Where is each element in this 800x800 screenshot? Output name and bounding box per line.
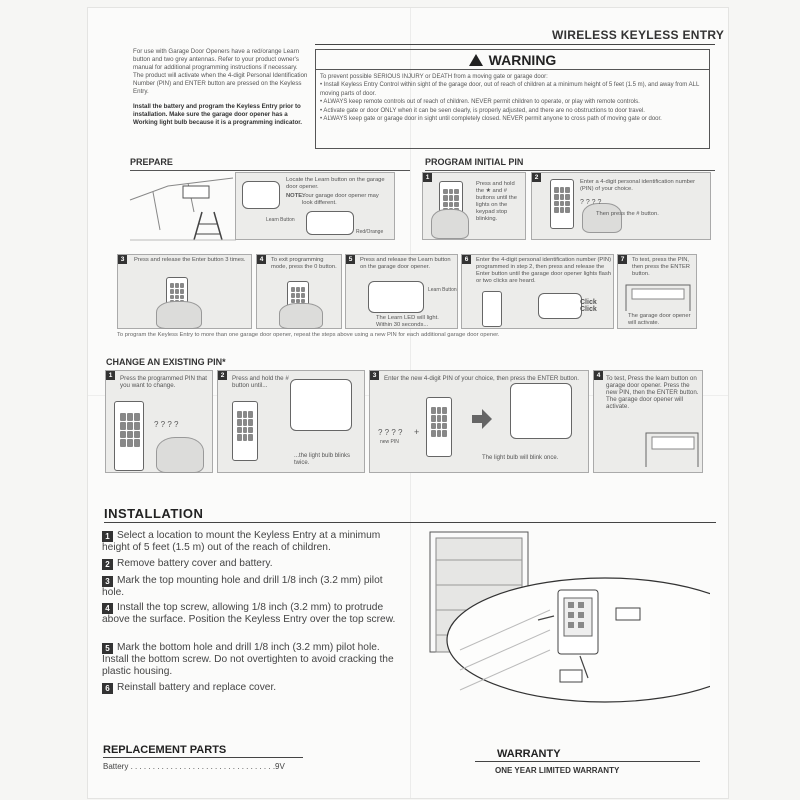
- step-text: To test, press the PIN, then press the ENTER button.: [632, 257, 690, 277]
- step-after-text: Then press the # button.: [596, 211, 659, 217]
- step-text: Press and release the Learn button on the garage door opener.: [360, 257, 451, 270]
- install-step-5: [102, 642, 397, 678]
- hand-icon: [582, 203, 622, 233]
- keypad-buttons: [120, 413, 140, 447]
- change-step-3-panel: [369, 370, 589, 473]
- step-result: The light bulb will blink once.: [482, 455, 559, 461]
- learn-button-label: Learn Button: [266, 217, 295, 223]
- step-number: 1: [102, 531, 113, 542]
- hand-icon: [156, 301, 202, 329]
- keypad-buttons: [237, 411, 253, 441]
- opener-icon: [242, 181, 280, 209]
- replacement-rule: [103, 757, 303, 758]
- program-rule: [425, 170, 715, 171]
- step-number: 7: [618, 255, 627, 264]
- hand-icon: [431, 209, 469, 239]
- keypad-buttons: [554, 187, 570, 213]
- step-number: 3: [370, 371, 379, 380]
- step-text: Press and hold the # button until...: [232, 375, 289, 389]
- program-step-1-panel: [422, 172, 526, 240]
- warning-item: • Activate gate or door ONLY when it can be seen clearly, is properly adjusted, and there are no obstructions to door travel.: [320, 107, 645, 114]
- intro-bold-text: Install the battery and program the Keyless Entry prior to installation. Make sure the garage door opener has a Working light bulb because it is a programming indicator.: [133, 103, 303, 126]
- step-text: Install the top screw, allowing 1/8 inch (3.2 mm) to protrude above the surface. Position the Keyless Entry over the top screw.: [102, 602, 396, 625]
- hand-icon: [279, 303, 323, 329]
- program-step-4-panel: [256, 254, 342, 329]
- step-number: 1: [423, 173, 432, 182]
- prepare-note-label: NOTE:: [286, 193, 305, 199]
- warranty-rule: [475, 761, 700, 762]
- opener-icon: [290, 379, 352, 431]
- step-number: 3: [102, 576, 113, 587]
- step-result: ...the light bulb blinks twice.: [294, 453, 351, 466]
- prepare-text: Locate the Learn button on the garage door opener.: [286, 177, 385, 190]
- step-text: Press the programmed PIN that you want to change.: [120, 375, 208, 389]
- garage-door-icon: [644, 429, 700, 469]
- intro-text: For use with Garage Door Openers have a red/orange Learn button and two grey antennas. Refer to your product owner's manual for additional programming instructions if necessary. The product will activate when the 4-digit Personal Identification Number (PIN) and ENTER button are pressed on the Keyless Entry.: [133, 48, 308, 95]
- garage-ladder-illustration: [128, 172, 238, 242]
- keypad-icon: [482, 291, 502, 327]
- change-step-2-panel: [217, 370, 365, 473]
- warning-box: [315, 49, 710, 149]
- program-step-3-panel: [117, 254, 252, 329]
- warranty-heading: WARRANTY: [497, 748, 561, 760]
- step-text: Enter the 4-digit personal identification number (PIN) programmed in step 2, then press and release the Enter button until the garage door opener lights flash or two clicks are heard.: [476, 257, 612, 284]
- step-number: 6: [462, 255, 471, 264]
- pin-placeholder: ? ? ? ?: [154, 420, 179, 429]
- installation-rule: [104, 522, 716, 523]
- step-text: Select a location to mount the Keyless Entry at a minimum height of 5 feet (1.5 m) out of the reach of children.: [102, 530, 381, 553]
- step-text: Press and release the Enter button 3 times.: [134, 257, 246, 263]
- install-step-2: [102, 558, 397, 570]
- step-number: 4: [257, 255, 266, 264]
- program-step-6-panel: [461, 254, 614, 329]
- prepare-panel: [235, 172, 395, 240]
- step-text: Mark the bottom hole and drill 1/8 inch (3.2 mm) pilot hole. Install the bottom screw. Do not overtighten to avoid cracking the plastic housing.: [102, 642, 394, 677]
- pin-label: new PIN: [380, 439, 399, 445]
- learn-led-text: The Learn LED will light. Within 30 seconds...: [376, 315, 439, 328]
- title-rule: [315, 44, 715, 45]
- installation-heading: INSTALLATION: [104, 506, 204, 521]
- step-number: 2: [218, 371, 227, 380]
- step-number: 3: [118, 255, 127, 264]
- install-step-1: [102, 530, 397, 554]
- step-text: Reinstall battery and replace cover.: [117, 682, 277, 693]
- step-number: 5: [102, 643, 113, 654]
- step-text: Enter the new 4-digit PIN of your choice, then press the ENTER button.: [384, 375, 580, 382]
- warning-item: • Install Keyless Entry Control within sight of the garage door, out of reach of children at a minimum height of 5 feet (1.5 m), and away from ALL moving parts of door.: [320, 82, 700, 97]
- opener-icon: [368, 281, 424, 313]
- step-number: 2: [102, 559, 113, 570]
- warning-item: • ALWAYS keep remote controls out of reach of children. NEVER permit children to operate, or play with remote controls.: [320, 99, 640, 106]
- change-step-1-panel: [105, 370, 213, 473]
- program-heading: PROGRAM INITIAL PIN: [425, 157, 524, 167]
- document-title: WIRELESS KEYLESS ENTRY: [552, 28, 725, 42]
- pin-placeholder: ? ? ? ?: [378, 428, 403, 437]
- prepare-rule: [130, 170, 410, 171]
- install-step-4: [102, 602, 397, 626]
- step-text: Remove battery cover and battery.: [117, 558, 273, 569]
- hand-icon: [156, 437, 204, 473]
- arrow-right-icon: [472, 409, 494, 429]
- change-step-4-panel: [593, 370, 703, 473]
- prepare-heading: PREPARE: [130, 157, 173, 167]
- plus-sign: +: [414, 427, 420, 437]
- step-text: To test, Press the learn button on garage door opener. Press the new PIN, then the ENTER button. The garage door opener will activate.: [606, 375, 699, 410]
- led-label: Red/Orange: [356, 229, 384, 235]
- prepare-note: Your garage door opener may look different.: [302, 193, 379, 206]
- program-step-2-panel: [531, 172, 711, 240]
- replacement-battery-line: Battery . . . . . . . . . . . . . . . . . . . . . . . . . . . . . . . . .9V: [103, 762, 285, 771]
- installation-illustration: [420, 530, 710, 710]
- opener-icon: [510, 383, 572, 439]
- step-number: 4: [594, 371, 603, 380]
- step-number: 1: [106, 371, 115, 380]
- warning-header: [316, 50, 709, 70]
- program-step-5-panel: [345, 254, 458, 329]
- warning-item: • ALWAYS keep gate or garage door in sight until completely closed. NEVER permit anyone to cross path of moving gate or door.: [320, 116, 662, 123]
- program-footnote: To program the Keyless Entry to more than one garage door opener, repeat the steps above using a new PIN for each additional garage door opener.: [117, 332, 500, 338]
- step-text: Enter a 4-digit personal identification number (PIN) of your choice.: [580, 179, 696, 192]
- step-result: The garage door opener will activate.: [628, 313, 691, 326]
- warranty-subtitle: ONE YEAR LIMITED WARRANTY: [495, 766, 620, 775]
- pin-placeholder: ? ? ? ?: [580, 199, 602, 206]
- keypad-buttons: [431, 407, 447, 437]
- warning-list: [320, 73, 705, 123]
- step-number: 6: [102, 683, 113, 694]
- garage-door-icon: [624, 281, 692, 313]
- step-text: To exit programming mode, press the 0 button.: [271, 257, 337, 270]
- click-label: Click Click: [580, 299, 597, 313]
- opener-icon: [538, 293, 582, 319]
- step-text: Press and hold the ★ and # buttons until the lights on the keypad stop blinking.: [476, 181, 517, 222]
- install-step-6: [102, 682, 397, 694]
- step-number: 5: [346, 255, 355, 264]
- learn-button-label: Learn Button: [428, 287, 457, 293]
- warning-intro: To prevent possible SERIOUS INJURY or DEATH from a moving gate or garage door:: [320, 74, 548, 80]
- opener-closeup-icon: [306, 211, 354, 235]
- change-pin-heading: CHANGE AN EXISTING PIN*: [106, 357, 226, 367]
- replacement-parts-heading: REPLACEMENT PARTS: [103, 744, 227, 756]
- install-step-3: [102, 575, 397, 599]
- program-step-7-panel: [617, 254, 697, 329]
- step-number: 4: [102, 603, 113, 614]
- step-number: 2: [532, 173, 541, 182]
- warning-triangle-icon: [469, 54, 483, 66]
- warning-title: WARNING: [488, 52, 557, 68]
- step-text: Mark the top mounting hole and drill 1/8 inch (3.2 mm) pilot hole.: [102, 575, 383, 598]
